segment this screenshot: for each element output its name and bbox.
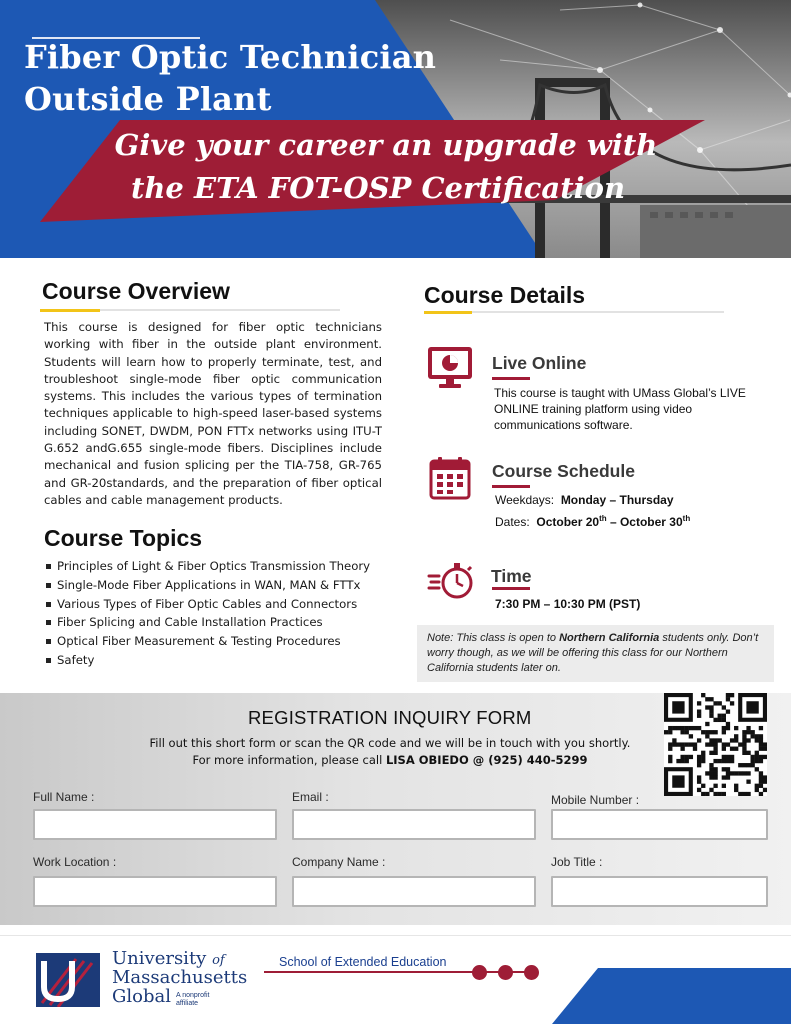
tagline-line-1: Give your career an upgrade with [114, 128, 658, 162]
logo-university: University [112, 948, 207, 969]
work-location-field[interactable] [33, 876, 277, 907]
email-field[interactable] [292, 809, 536, 840]
mobile-number-field[interactable] [551, 809, 768, 840]
weekdays-value: Monday – Thursday [560, 493, 674, 507]
live-online-text: This course is taught with UMass Global’s LIVE ONLINE training platform using video communications software. [494, 386, 746, 432]
time-value: 7:30 PM – 10:30 PM (PST) [495, 597, 641, 611]
topic-item: Safety [46, 651, 406, 670]
logo-text-global: Global [112, 986, 171, 1007]
calendar-icon [429, 456, 471, 500]
note-prefix: Note: This class is open to [427, 632, 560, 644]
availability-note [417, 625, 774, 682]
school-underline [264, 971, 536, 973]
time-title: Time [491, 566, 532, 586]
full-name-field[interactable] [33, 809, 277, 840]
registration-contact [110, 753, 670, 767]
course-overview-heading: Course Overview [42, 278, 230, 304]
decorative-dot [524, 965, 539, 980]
dates-end: October 30 [619, 515, 683, 529]
time-bar [492, 587, 530, 590]
job-title-label: Job Title : [551, 855, 603, 869]
footer-divider [0, 935, 791, 936]
dates-separator: – [606, 515, 620, 529]
dates-label: Dates: [495, 515, 530, 529]
note-suffix: students only. Don’t worry though, as we will be offering this class for our Northern California students later on. [427, 632, 759, 674]
work-location-label: Work Location : [33, 855, 117, 869]
course-details-heading: Course Details [424, 282, 586, 308]
course-details-underline [424, 311, 724, 313]
course-schedule-bar [492, 485, 530, 488]
course-topics-heading: Course Topics [44, 525, 203, 551]
course-schedule-title: Course Schedule [492, 461, 635, 481]
logo-small-2: affiliate [176, 1000, 199, 1007]
school-of-extended-education: School of Extended Education [279, 955, 447, 969]
dates-end-sup: th [682, 514, 691, 523]
topic-item: Fiber Splicing and Cable Installation Practices [46, 613, 406, 632]
logo-small-1: A nonprofit [176, 992, 210, 999]
logo-affiliate-text [176, 992, 209, 1008]
weekdays-label: Weekdays: [495, 493, 555, 507]
topic-item: Principles of Light & Fiber Optics Transmission Theory [46, 557, 406, 576]
full-name-label: Full Name : [33, 790, 95, 804]
logo-text-university [112, 948, 225, 969]
course-overview-underline [40, 309, 340, 311]
tagline-line-2: the ETA FOT-OSP Certification [130, 171, 626, 205]
page-title-line-1: Fiber Optic Technician [24, 38, 437, 76]
course-overview-text: This course is designed for fiber optic technicians working with fiber in the outside plant environment. Students will learn how to properly terminate, test, and troubleshoot single-mode fiber optic communication systems. This includes the various types of termination techniques applicable to high-speed laser-based systems including SONET, DWDM, PON FTTx networks using ITU-T G.652 andG.655 single-mode fibers. Disciplines include mechanical and fusion splicing per the TIA-758, GR-765 and GR-20standards, and the preparation of fiber optical cables and cable management products. [44, 320, 382, 507]
qr-code-icon[interactable] [664, 693, 767, 796]
contact-name-phone: LISA OBIEDO @ (925) 440-5299 [385, 753, 588, 767]
logo-of: of [212, 953, 225, 968]
dates-start-sup: th [599, 514, 607, 523]
decorative-dot [472, 965, 487, 980]
decorative-dot [498, 965, 513, 980]
job-title-field[interactable] [551, 876, 768, 907]
page-title-line-2: Outside Plant [24, 80, 272, 118]
logo-text-massachusetts: Massachusetts [112, 967, 248, 988]
registration-title: REGISTRATION INQUIRY FORM [248, 707, 532, 728]
email-label: Email : [292, 790, 329, 804]
note-region: Northern California [559, 632, 660, 644]
topic-item: Optical Fiber Measurement & Testing Procedures [46, 632, 406, 651]
contact-prefix: For more information, please call [192, 753, 386, 767]
live-online-title: Live Online [492, 353, 587, 373]
topic-item: Single-Mode Fiber Applications in WAN, MAN & FTTx [46, 576, 406, 595]
dates-start: October 20 [536, 515, 600, 529]
company-name-field[interactable] [292, 876, 536, 907]
registration-instructions: Fill out this short form or scan the QR code and we will be in touch with you shortly. [149, 736, 631, 750]
schedule-dates [495, 514, 690, 529]
stopwatch-icon [427, 562, 475, 600]
live-online-bar [492, 377, 530, 380]
mobile-number-label: Mobile Number : [551, 793, 640, 807]
umass-global-logo-mark [36, 953, 100, 1007]
course-topics-list [46, 557, 406, 670]
monitor-chart-icon [427, 346, 473, 390]
company-name-label: Company Name : [292, 855, 386, 869]
topic-item: Various Types of Fiber Optic Cables and Connectors [46, 595, 406, 614]
schedule-weekdays [495, 493, 674, 507]
header-banner [0, 0, 791, 258]
